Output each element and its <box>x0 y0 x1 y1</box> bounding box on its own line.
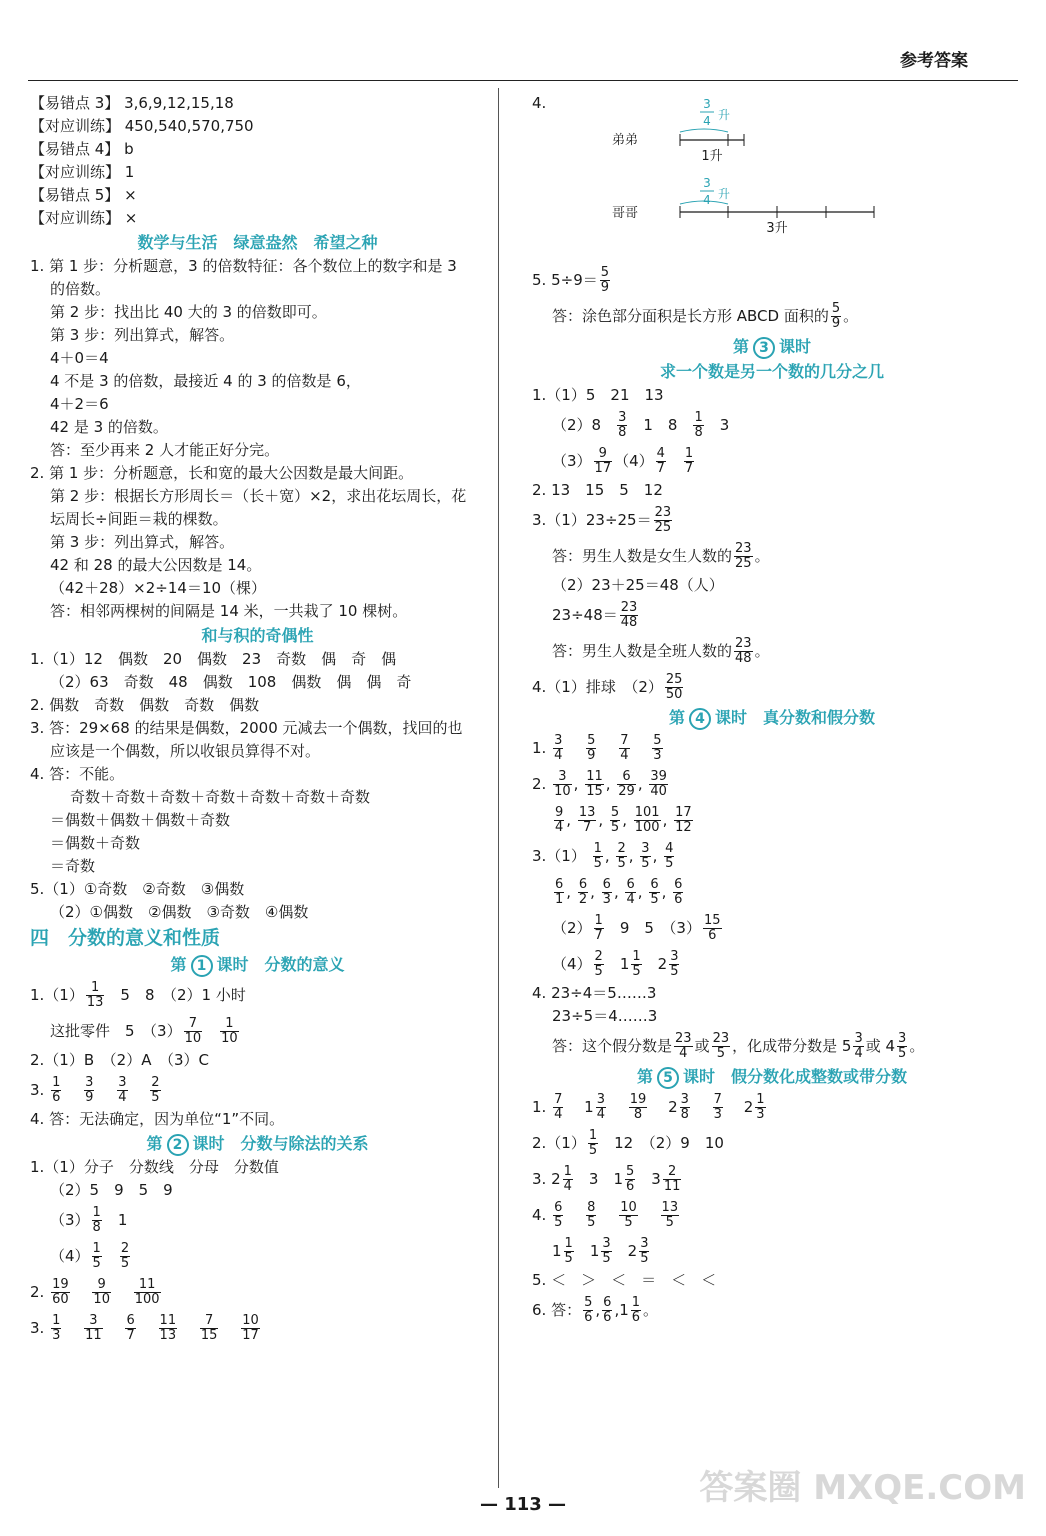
answer-line: 2. $\frac{3}{10}$ , $\frac{11}{15}$ , $\frac{6}{29}$ , $\frac{39}{40}$ <box>532 769 667 799</box>
answer-line: （42＋28）×2÷14＝10（棵） <box>50 579 267 597</box>
top-frac-num: 3 <box>703 97 711 111</box>
answer-line: 3.（1） $\frac{1}{5}$ , $\frac{2}{5}$ , $\frac{3}{5}$ , $\frac{4}{5}$ <box>532 841 674 871</box>
answer-line: 3.（1）23÷25＝ $\frac{23}{25}$ <box>532 505 672 535</box>
answer-line: 答：相邻两棵树的间隔是 14 米，一共栽了 10 棵树。 <box>50 602 408 620</box>
lesson-number: 5 <box>657 1067 679 1089</box>
answer-line: （2）①偶数 ②偶数 ③奇数 ④偶数 <box>50 903 309 921</box>
answer-line: （3） $\frac{1}{8}$ 1 <box>50 1205 128 1235</box>
left-column <box>30 92 485 1346</box>
top-unit: 升 <box>718 108 731 122</box>
question-number: 4. <box>532 94 547 112</box>
pre-line: 【对应训练】 450,540,570,750 <box>30 117 254 135</box>
answer-line: 5. ＜ ＞ ＜ ＝ ＜ ＜ <box>532 1271 717 1289</box>
pre-line: 【易错点 5】 × <box>30 186 137 204</box>
answer-line: 第 3 步：列出算式，解答。 <box>50 326 235 344</box>
answer-line: 4＋0＝4 <box>50 349 109 367</box>
answer-line: （2） $\frac{1}{7}$ 9 5 （3） $\frac{15}{6}$ <box>552 913 721 943</box>
answer-line: 4＋2＝6 <box>50 395 109 413</box>
answer-line: 答：男生人数是全班人数的 $\frac{23}{48}$ 。 <box>552 636 770 666</box>
lesson-subtitle: 求一个数是另一个数的几分之几 <box>659 362 884 381</box>
answer-line: 1.（1） $\frac{1}{13}$ 5 8 （2）1 小时 <box>30 980 246 1010</box>
svg-text:升: 升 <box>718 187 731 201</box>
answer-line: 3. $\frac{1}{6}$ $\frac{3}{9}$ $\frac{3}{4}$ $\frac{2}{5}$ <box>30 1075 160 1105</box>
answer-line: 坛周长÷间距＝栽的棵数。 <box>50 510 228 528</box>
svg-text:4: 4 <box>703 193 711 207</box>
label-big: 哥哥 <box>612 206 639 221</box>
lesson-title: 第 5 课时 假分数化成整数或带分数 <box>532 1064 1012 1089</box>
label-small: 弟弟 <box>612 133 639 148</box>
answer-line: 2. 13 15 5 12 <box>532 481 663 499</box>
lesson-number: 3 <box>753 337 775 359</box>
answer-line: 2. 偶数 奇数 偶数 奇数 偶数 <box>30 696 260 714</box>
answer-line: 第 2 步：找出比 40 大的 3 的倍数即可。 <box>50 303 327 321</box>
answer-line: 第 2 步：根据长方形周长＝（长＋宽）×2，求出花坛周长，花 <box>50 487 467 505</box>
lesson-number: 1 <box>191 955 213 977</box>
answer-line: 答：涂色部分面积是长方形 ABCD 面积的 $\frac{5}{9}$ 。 <box>552 301 859 331</box>
answer-line: 答：男生人数是女生人数的 $\frac{23}{25}$ 。 <box>552 541 770 571</box>
answer-line: 第 3 步：列出算式，解答。 <box>50 533 235 551</box>
answer-line: （2）8 $\frac{3}{8}$ 1 8 $\frac{1}{8}$ 3 <box>552 410 730 440</box>
lesson-number: 4 <box>689 708 711 730</box>
answer-line: （2）5 9 5 9 <box>50 1181 173 1199</box>
answer-line: ＝奇数 <box>50 857 96 875</box>
answer-line: 4. 23÷4＝5……3 <box>532 984 657 1002</box>
answer-line: 4. $\frac{6}{5}$ $\frac{8}{5}$ $\frac{10}{5}$ $\frac{13}{5}$ <box>532 1200 679 1230</box>
answer-line: （4） $\frac{1}{5}$ $\frac{2}{5}$ <box>50 1241 130 1271</box>
top-frac-den: 4 <box>703 114 711 128</box>
answer-line: 答：这个假分数是 $\frac{23}{4}$ 或 $\frac{23}{5}$ ，化成带分数是 5 $\frac{3}{4}$ 或 4 $\frac{3}{5}$ 。 <box>552 1031 925 1061</box>
answer-line: 1.（1）分子 分数线 分母 分数值 <box>30 1158 279 1176</box>
len-big: 3升 <box>766 221 788 236</box>
right-column <box>532 92 1012 1328</box>
segment-diagram <box>602 92 982 292</box>
pre-line: 【易错点 3】 3,6,9,12,15,18 <box>30 94 234 112</box>
column-divider <box>498 88 499 1488</box>
answer-line: $\frac{9}{4}$ , $\frac{13}{7}$ , $\frac{5}{5}$ , $\frac{101}{100}$ , $\frac{17}{12}$ <box>555 805 692 835</box>
answer-line: 1 $\frac{1}{5}$ 1 $\frac{3}{5}$ 2 $\frac{3}{5}$ <box>552 1236 649 1266</box>
answer-line: 2. 第 1 步：分析题意，长和宽的最大公因数是最大间距。 <box>30 464 414 482</box>
answer-line: （4） $\frac{2}{5}$ 1 $\frac{1}{5}$ 2 $\frac{3}{5}$ <box>552 949 679 979</box>
svg-text:3: 3 <box>703 176 711 190</box>
chapter-title: 四 分数的意义和性质 <box>30 927 221 949</box>
answer-line: 3. 2 $\frac{1}{4}$ 3 1 $\frac{5}{6}$ 3 $\frac{2}{11}$ <box>532 1164 681 1194</box>
answer-line: 1. $\frac{7}{4}$ 1 $\frac{3}{4}$ $\frac{19}{8}$ 2 $\frac{3}{8}$ $\frac{7}{3}$ 2 $\frac{1}{3}$ <box>532 1092 765 1122</box>
answer-line: 1.（1）12 偶数 20 偶数 23 奇数 偶 奇 偶 <box>30 650 397 668</box>
lesson-title: 第 2 课时 分数与除法的关系 <box>30 1131 485 1156</box>
pre-line: 【对应训练】 × <box>30 209 138 227</box>
answer-line: 3. 答：29×68 的结果是偶数，2000 元减去一个偶数，找回的也 <box>30 719 463 737</box>
answer-line: 2.（1）B （2）A （3）C <box>30 1051 209 1069</box>
page-number: — 113 — <box>479 1494 567 1515</box>
lesson-title: 第 4 课时 真分数和假分数 <box>532 705 1012 730</box>
answer-line: ＝偶数＋奇数 <box>50 834 141 852</box>
answer-line: 4. 答：不能。 <box>30 765 125 783</box>
lesson-title: 第 1 课时 分数的意义 <box>30 952 485 977</box>
answer-line: 5. 5÷9＝ $\frac{5}{9}$ <box>532 265 610 295</box>
lesson-number: 2 <box>167 1134 189 1156</box>
answer-line: 23÷5＝4……3 <box>552 1007 658 1025</box>
answer-line: 1. 第 1 步：分析题意，3 的倍数特征：各个数位上的数字和是 3 <box>30 257 457 275</box>
answer-line: 42 和 28 的最大公因数是 14。 <box>50 556 262 574</box>
section-title: 和与积的奇偶性 <box>201 626 314 645</box>
answer-line: 应该是一个偶数，所以收银员算得不对。 <box>50 742 321 760</box>
len-small: 1升 <box>701 149 723 164</box>
answer-line: （2）23＋25＝48（人） <box>552 576 724 594</box>
answer-line: 4 不是 3 的倍数，最接近 4 的 3 的倍数是 6， <box>50 372 361 390</box>
answer-line: 1.（1）5 21 13 <box>532 386 664 404</box>
pre-line: 【对应训练】 1 <box>30 163 135 181</box>
answer-line: 4. 答：无法确定，因为单位“1”不同。 <box>30 1110 285 1128</box>
answer-line: 3. $\frac{1}{3}$ $\frac{3}{11}$ $\frac{6}{7}$ $\frac{11}{13}$ $\frac{7}{15}$ $\frac{10}{17}$ <box>30 1313 259 1343</box>
answer-line: 6. 答： $\frac{5}{6}$ , $\frac{6}{6}$ ,1 $\frac{1}{6}$ 。 <box>532 1295 659 1325</box>
answer-line: 奇数＋奇数＋奇数＋奇数＋奇数＋奇数＋奇数 <box>70 788 371 806</box>
watermark: 答案圈 MXQE.COM <box>699 1468 1026 1508</box>
answer-line: 的倍数。 <box>50 280 111 298</box>
answer-line: 4.（1）排球 （2） $\frac{25}{50}$ <box>532 672 683 702</box>
lesson-title: 第 3 课时 <box>532 334 1012 359</box>
answer-line: （2）63 奇数 48 偶数 108 偶数 偶 偶 奇 <box>50 673 412 691</box>
answer-line: 答：至少再来 2 人才能正好分完。 <box>50 441 280 459</box>
header-rule <box>28 80 1018 81</box>
answer-line: ＝偶数＋偶数＋偶数＋奇数 <box>50 811 231 829</box>
answer-line: $\frac{6}{1}$ , $\frac{6}{2}$ , $\frac{6}{3}$ , $\frac{6}{4}$ , $\frac{6}{5}$ , $\frac{6}{6}$ <box>555 877 683 907</box>
pre-line: 【易错点 4】 b <box>30 140 134 158</box>
section-title: 数学与生活 绿意盎然 希望之种 <box>137 233 378 252</box>
answer-line: 2. $\frac{19}{60}$ $\frac{9}{10}$ $\frac{11}{100}$ <box>30 1277 160 1307</box>
header-title: 参考答案 <box>900 51 968 71</box>
answer-line: 23÷48＝ $\frac{23}{48}$ <box>552 600 638 630</box>
answer-line: （3） $\frac{9}{17}$ （4） $\frac{4}{7}$ $\frac{1}{7}$ <box>552 446 694 476</box>
answer-line: 这批零件 5 （3） $\frac{7}{10}$ $\frac{1}{10}$ <box>50 1016 238 1046</box>
answer-line: 2.（1） $\frac{1}{5}$ 12 （2）9 10 <box>532 1128 724 1158</box>
answer-line: 42 是 3 的倍数。 <box>50 418 168 436</box>
line-diagram <box>532 92 1012 292</box>
answer-line: 1. $\frac{3}{4}$ $\frac{5}{9}$ $\frac{7}{4}$ $\frac{5}{3}$ <box>532 733 662 763</box>
answer-line: 5.（1）①奇数 ②奇数 ③偶数 <box>30 880 245 898</box>
